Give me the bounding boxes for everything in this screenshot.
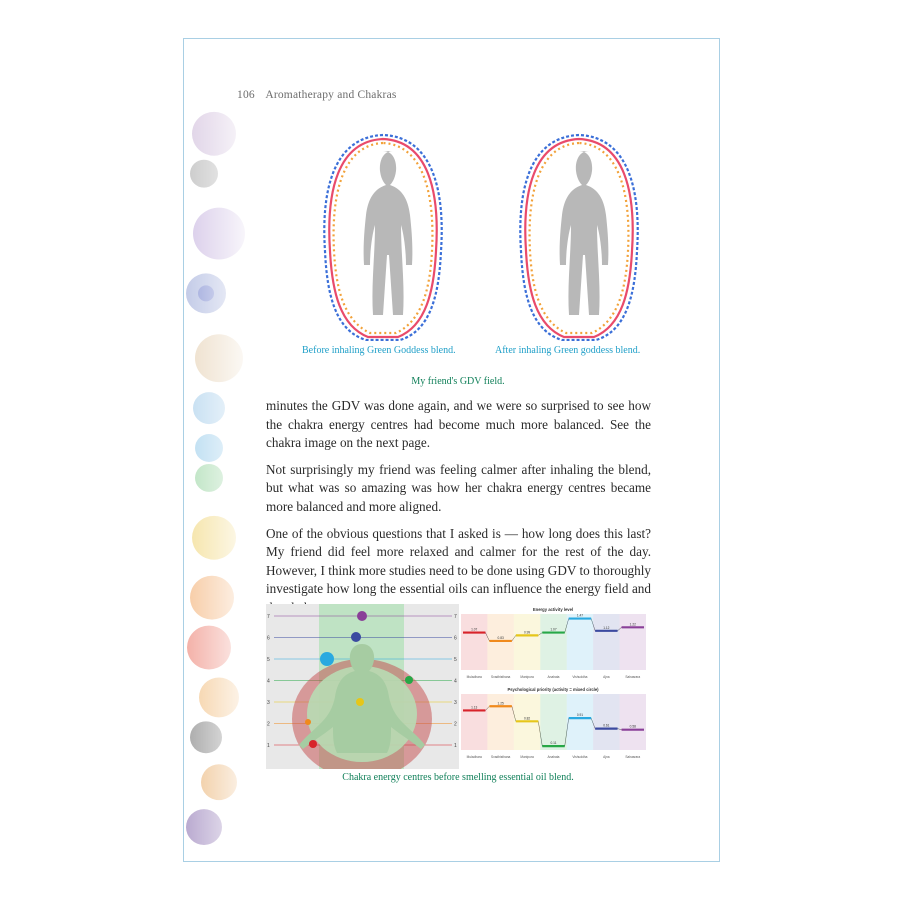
gdv-aura-before-image bbox=[318, 131, 448, 341]
y-tick-label: 3 bbox=[267, 700, 270, 706]
chakra-dot bbox=[356, 698, 364, 706]
y-tick-label: 2 bbox=[267, 721, 270, 728]
chakra-dot bbox=[351, 632, 361, 642]
chart-value-label: 1.22 bbox=[629, 622, 636, 627]
book-page bbox=[183, 38, 720, 862]
caption-after: After inhaling Green goddess blend. bbox=[495, 345, 641, 356]
chart-band bbox=[461, 694, 487, 750]
x-tick-label: Svadhisthana bbox=[490, 675, 511, 679]
chakra-dot bbox=[309, 740, 317, 748]
chart-title: Energy activity level bbox=[532, 607, 574, 612]
y-tick-label: 1 bbox=[267, 743, 270, 749]
x-tick-label: Ajna bbox=[603, 755, 610, 759]
chart-band bbox=[567, 694, 593, 750]
chart-value-label: 1.07 bbox=[471, 627, 478, 632]
chart-value-label: 0.91 bbox=[576, 713, 584, 718]
chapter-title: Aromatherapy and Chakras bbox=[265, 89, 397, 101]
x-tick-label: Anahata bbox=[547, 755, 560, 759]
chakra-dot bbox=[305, 719, 311, 725]
x-tick-label: Muladhara bbox=[466, 675, 482, 679]
x-tick-label: Sahasrara bbox=[625, 675, 641, 679]
y-tick-label: 6 bbox=[454, 635, 457, 642]
chart-value-label: 0.99 bbox=[523, 630, 531, 635]
x-tick-label: Vishuddha bbox=[572, 675, 588, 679]
y-tick-label: 6 bbox=[267, 635, 270, 642]
chart-value-label: 0.83 bbox=[497, 635, 504, 640]
chakra-dot bbox=[357, 611, 367, 621]
y-tick-label: 7 bbox=[267, 614, 270, 620]
x-tick-label: Anahata bbox=[547, 675, 560, 679]
chakra-charts bbox=[459, 604, 648, 769]
chart-panel bbox=[461, 687, 646, 759]
running-head bbox=[237, 89, 397, 101]
y-tick-label: 5 bbox=[267, 657, 270, 663]
x-tick-label: Svadhisthana bbox=[490, 755, 511, 759]
paragraph: One of the obvious questions that I asked is — how long does this last? My friend did feel more relaxed and calmer for the rest of the day. However, I think more studies need to be done using GDV to thoroughly investigate how long the essential oils can influence the energy field and bbox=[266, 525, 651, 597]
x-tick-label: Manipura bbox=[520, 755, 534, 759]
chart-value-label: 0.82 bbox=[523, 716, 531, 721]
chart-value-label: 1.47 bbox=[576, 613, 584, 618]
chart-band bbox=[620, 694, 646, 750]
y-tick-label: 2 bbox=[454, 721, 457, 728]
decorative-margin-art bbox=[184, 39, 259, 861]
caption-before: Before inhaling Green Goddess blend. bbox=[302, 345, 456, 356]
chakra-figure bbox=[266, 604, 648, 769]
y-tick-label: 7 bbox=[454, 614, 457, 620]
paragraph: Not surprisingly my friend was feeling calmer after inhaling the blend, but what was so amazing was how her chakra energy centres became more balanced and more aligned. bbox=[266, 461, 651, 514]
chakra-dot bbox=[320, 652, 334, 666]
body-text bbox=[266, 397, 651, 618]
chart-band bbox=[461, 614, 487, 670]
x-tick-label: Muladhara bbox=[466, 755, 482, 759]
chart-value-label: 1.25 bbox=[497, 701, 504, 706]
chart-value-label: 1.12 bbox=[603, 625, 610, 630]
chart-band bbox=[593, 694, 619, 750]
chart-band bbox=[567, 614, 593, 670]
chart-band bbox=[540, 614, 566, 670]
chart-value-label: 0.58 bbox=[629, 724, 636, 729]
y-tick-label: 4 bbox=[454, 678, 457, 685]
chart-value-label: 1.13 bbox=[471, 705, 478, 710]
y-tick-label: 3 bbox=[454, 700, 457, 706]
chart-value-label: 0.61 bbox=[603, 723, 610, 728]
x-tick-label: Manipura bbox=[520, 675, 534, 679]
chart-title: Psychological priority (activity = mixed circle) bbox=[507, 687, 599, 692]
x-tick-label: Vishuddha bbox=[572, 755, 588, 759]
y-tick-label: 4 bbox=[267, 678, 270, 685]
chakra-body-image bbox=[266, 604, 459, 769]
chakra-dot bbox=[405, 676, 413, 684]
chart-band bbox=[514, 614, 540, 670]
y-tick-label: 1 bbox=[454, 743, 457, 749]
paragraph: minutes the GDV was done again, and we were so surprised to see how the chakra energy centres had become much more balanced. See the chakra image on the next page. bbox=[266, 398, 651, 451]
chart-panel bbox=[461, 607, 646, 679]
chart-band bbox=[593, 614, 619, 670]
chart-value-label: 1.07 bbox=[550, 627, 557, 632]
caption-chakra: Chakra energy centres before smelling essential oil blend. bbox=[342, 772, 574, 783]
x-tick-label: Sahasrara bbox=[625, 755, 641, 759]
x-tick-label: Ajna bbox=[603, 675, 610, 679]
y-tick-label: 5 bbox=[454, 657, 457, 663]
chart-value-label: 0.11 bbox=[550, 741, 557, 746]
caption-gdv-field: My friend's GDV field. bbox=[411, 376, 505, 387]
gdv-aura-after-image bbox=[514, 131, 644, 341]
page-number: 106 bbox=[237, 89, 255, 101]
